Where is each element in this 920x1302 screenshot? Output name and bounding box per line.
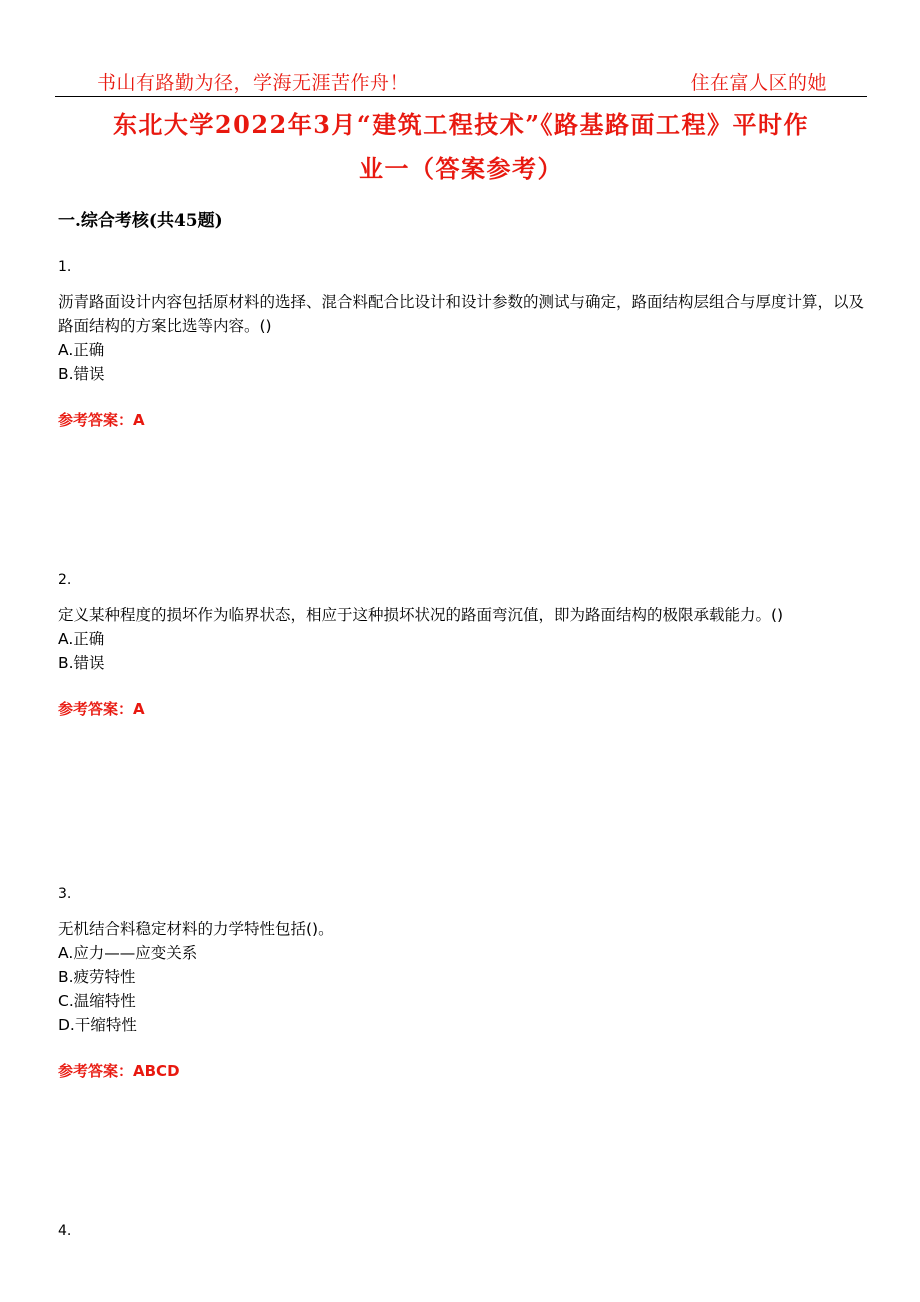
answer-label: 参考答案： (58, 700, 134, 718)
question-number: 1. (58, 259, 72, 275)
question-option: A.应力——应变关系 (58, 944, 198, 962)
header-author: 住在富人区的她 (690, 72, 827, 94)
question-option: B.错误 (58, 365, 105, 383)
document-title-line1: 东北大学2022年3月“建筑工程技术”《路基路面工程》平时作 (112, 110, 810, 139)
answer-value: A (133, 700, 145, 718)
question-option: A.正确 (58, 630, 105, 648)
reference-answer (58, 1061, 868, 1081)
question-option: B.疲劳特性 (58, 968, 136, 986)
question-text: 无机结合料稳定材料的力学特性包括()。 (58, 920, 334, 938)
page-header (55, 62, 867, 97)
answer-label: 参考答案： (58, 411, 134, 429)
question-4 (58, 1221, 868, 1241)
question-2 (58, 570, 868, 719)
question-text: 沥青路面设计内容包括原材料的选择、混合料配合比设计和设计参数的测试与确定，路面结构层组合与厚度计算，以及路面结构的方案比选等内容。() (58, 293, 865, 335)
question-3 (58, 884, 868, 1081)
answer-value: A (133, 411, 145, 429)
header-motto: 书山有路勤为径，学海无涯苦作舟！ (97, 72, 410, 94)
section-heading: 一.综合考核(共45题) (58, 211, 223, 231)
question-1 (58, 257, 868, 430)
answer-value: ABCD (133, 1062, 180, 1080)
question-option: A.正确 (58, 341, 105, 359)
question-number: 2. (58, 572, 72, 588)
question-option: B.错误 (58, 654, 105, 672)
answer-label: 参考答案： (58, 1062, 134, 1080)
question-option: C.温缩特性 (58, 992, 136, 1010)
document-title (55, 103, 867, 191)
question-text: 定义某种程度的损坏作为临界状态，相应于这种损坏状况的路面弯沉值，即为路面结构的极限承载能力。() (58, 606, 784, 624)
reference-answer (58, 410, 868, 430)
question-number: 4. (58, 1223, 72, 1239)
question-number: 3. (58, 886, 72, 902)
document-title-line2: 业一（答案参考） (359, 154, 563, 183)
reference-answer (58, 699, 868, 719)
question-option: D.干缩特性 (58, 1016, 137, 1034)
